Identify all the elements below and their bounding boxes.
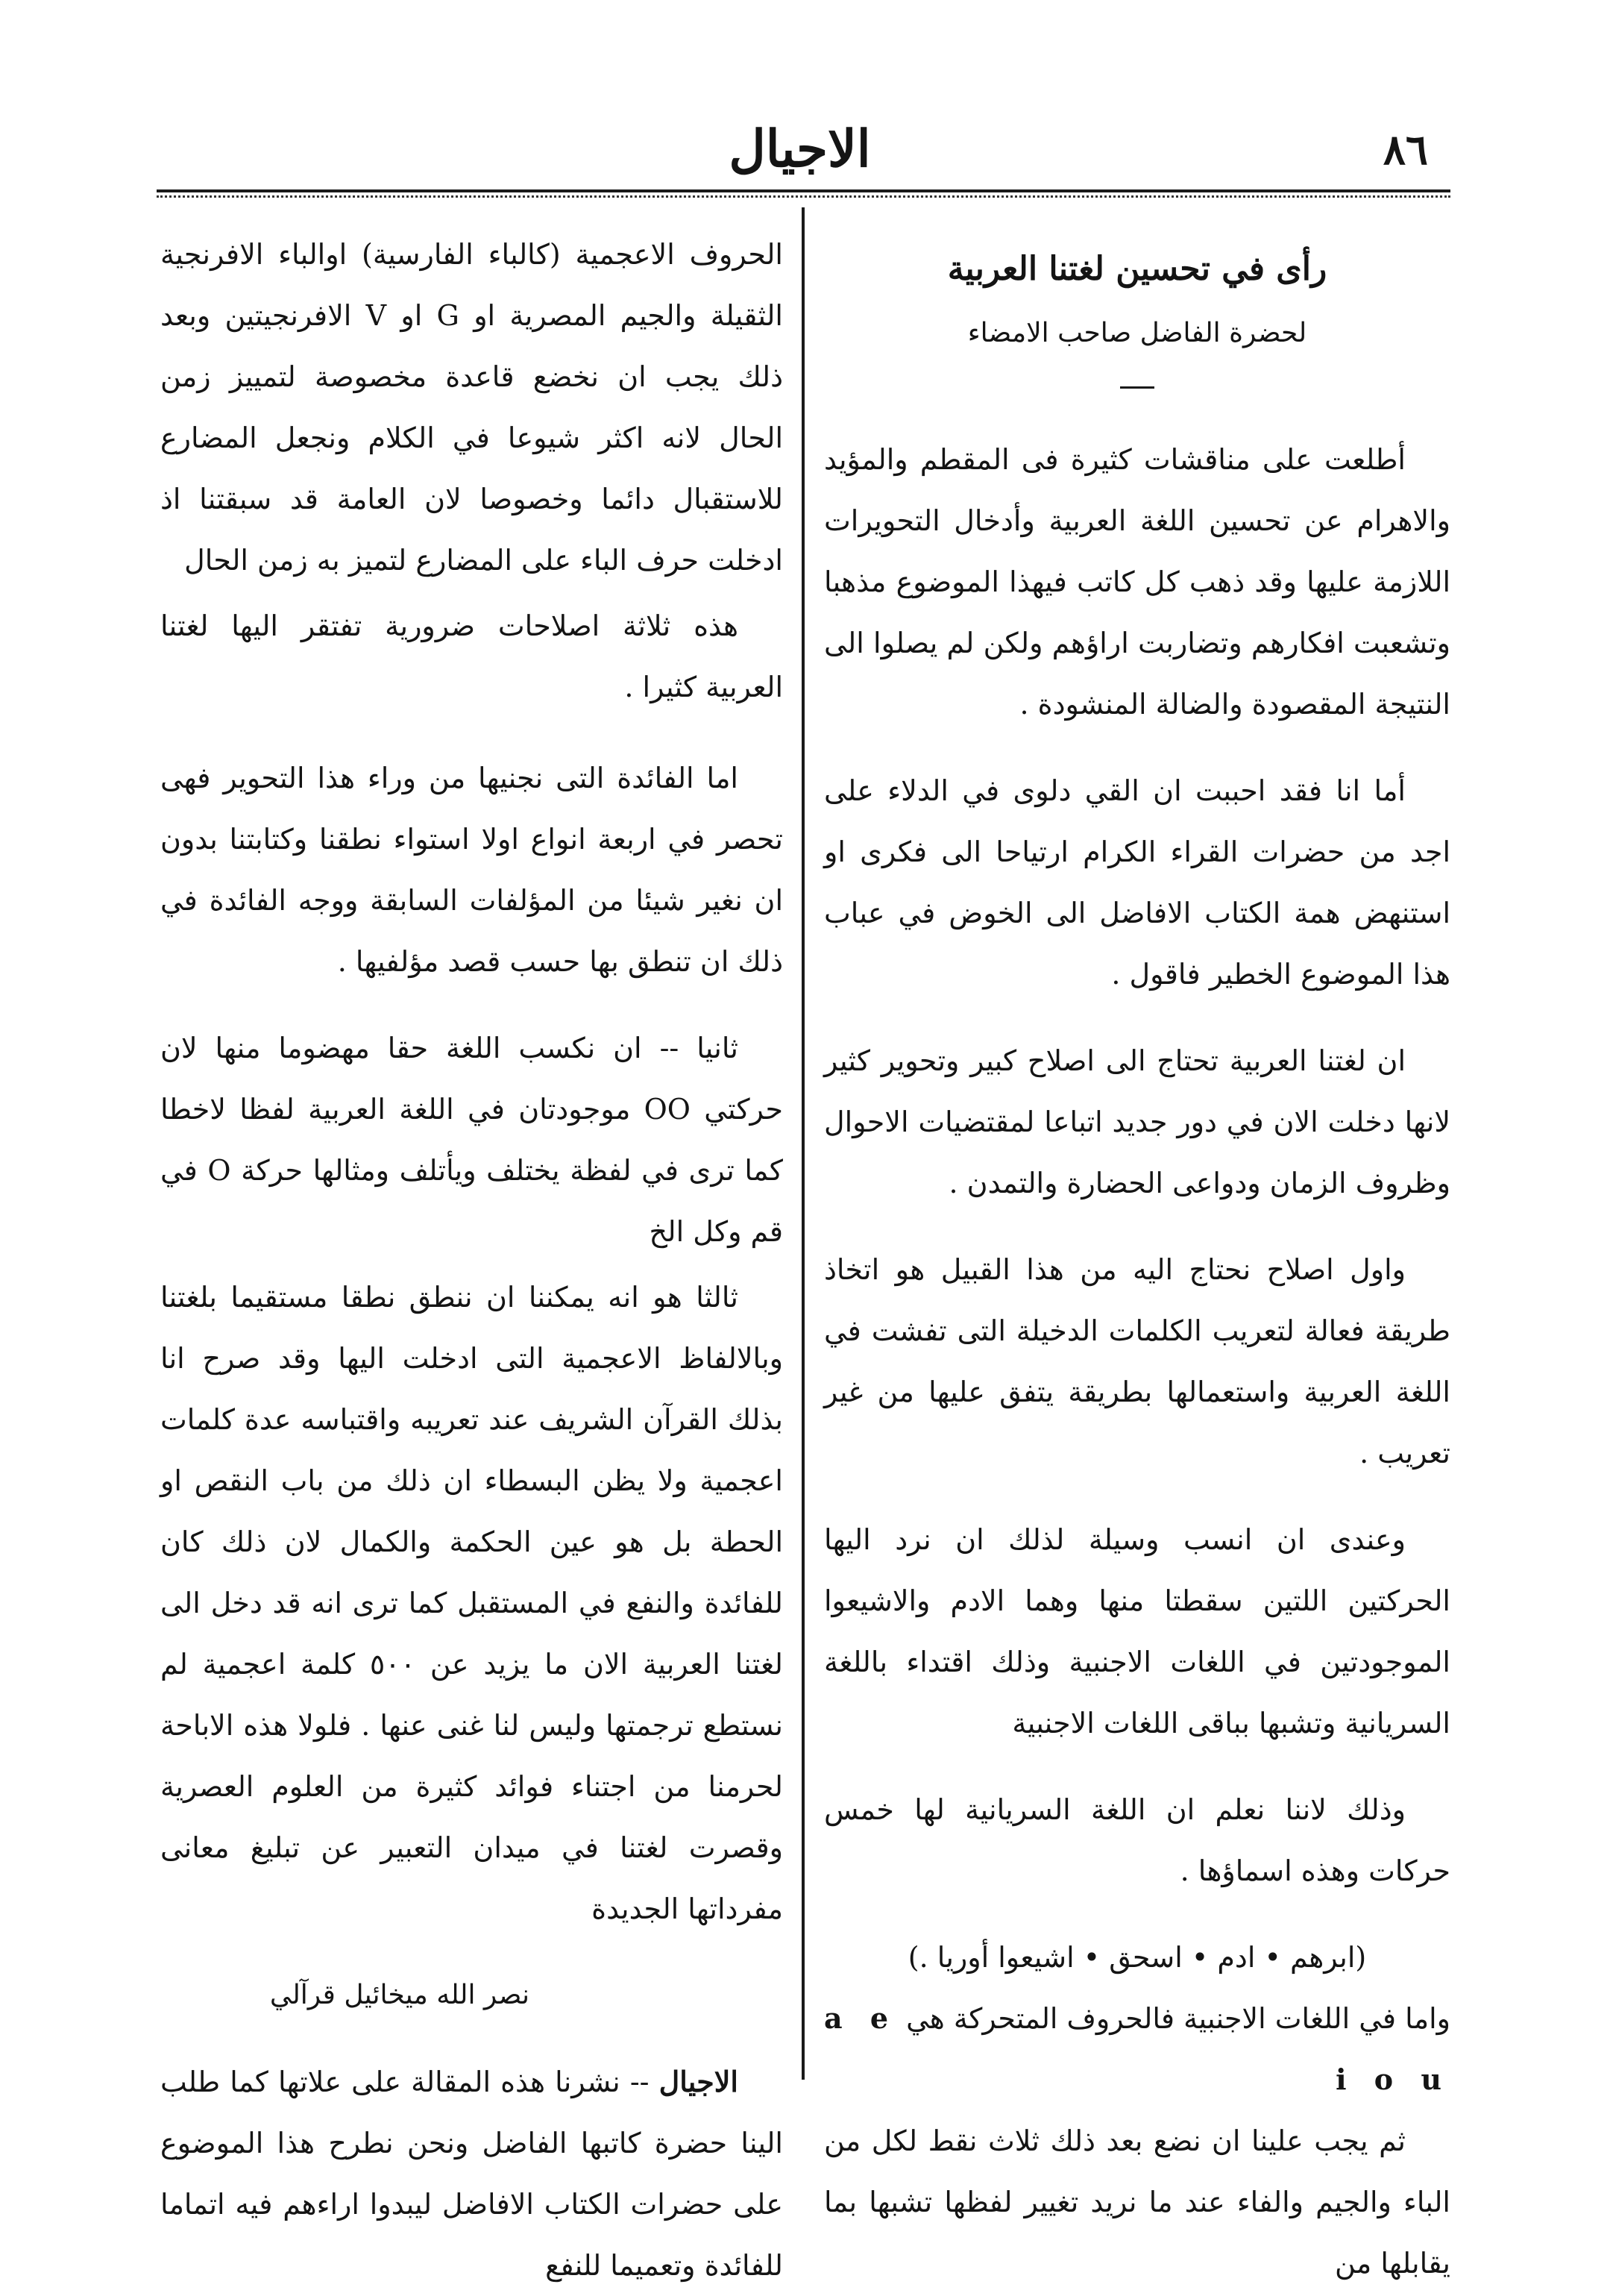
editor-note-label: الاجيال — [658, 2065, 738, 2098]
header-rule — [157, 189, 1450, 192]
editor-note — [160, 2051, 783, 2296]
paragraph: وعندى ان انسب وسيلة لذلك ان نرد اليها الحركتين اللتين سقطتا منها وهما الادم والاشيعوا الموجودتين في اللغات الاجنبية وذلك اقتداء باللغة السريانية وتشبها بباقى اللغات الاجنبية — [824, 1523, 1450, 1740]
right-column — [824, 224, 1450, 2280]
left-column — [160, 224, 784, 2282]
latin-vowels: a e i o u — [824, 2001, 1450, 2096]
header-dotted-rule — [157, 195, 1450, 198]
paragraph: الحروف الاعجمية (كالباء الفارسية) اوالباء الافرنجية الثقيلة والجيم المصرية او G او V الافرنجيتين وبعد ذلك يجب ان نخضع قاعدة مخصوصة لتمييز زمن الحال لانه اكثر شيوعا في الكلام ونجعل المضارع للاستقبال دائما وخصوصا لان العامة قد سبقتنا اذ ادخلت حرف الباء على المضارع لتميز به زمن الحال — [160, 238, 783, 577]
vowel-names-line: (ابرهم • ادم • اسحق • اشيعوا أوريا .) — [908, 1941, 1367, 1974]
paragraph: واول اصلاح نحتاج اليه من هذا القبيل هو اتخاذ طريقة فعالة لتعريب الكلمات الدخيلة التى تفشت في اللغة العربية واستعمالها بطريقة يتفق عليها من غير تعريب . — [824, 1253, 1450, 1469]
editor-note-text: -- نشرنا هذه المقالة على علاتها كما طلب الينا حضرة كاتبها الفاضل ونحن نطرح هذا الموضوع على حضرات الكتاب الافاضل ليبدوا اراءهم فيه اتماما للفائدة وتعميما للنفع — [160, 2066, 783, 2282]
author-signature: نصر الله ميخائيل قرآلي — [269, 1980, 529, 2010]
title-separator — [1120, 386, 1154, 389]
paragraph: ثانيا -- ان نكسب اللغة حقا مهضوما منها لان حركتي OO موجودتان في اللغة العربية لفظا لاخطا كما ترى في لفظة يختلف ويأتلف ومثالها حركة O في قم وكل الخ — [160, 1032, 783, 1248]
paragraph: ان لغتنا العربية تحتاج الى اصلاح كبير وتحوير كثير لانها دخلت الان في دور جديد اتباعا لمقتضيات الاحوال وظروف الزمان ودواعى الحضارة والتمدن . — [824, 1044, 1450, 1199]
paragraph: أما انا فقد احببت ان القي دلوى في الدلاء على اجد من حضرات القراء الكرام ارتياحا الى فكرى او استنهض همة الكتاب الافاضل الى الخوض في عباب هذا الموضوع الخطير فاقول . — [824, 774, 1450, 991]
page-header — [149, 112, 1450, 179]
column-divider — [802, 207, 805, 2080]
paragraph: هذه ثلاثة اصلاحات ضرورية تفتقر اليها لغتنا العربية كثيرا . — [160, 609, 783, 703]
latin-vowels-line — [824, 1988, 1450, 2110]
article-title: رأى في تحسين لغتنا العربية — [947, 250, 1327, 288]
paragraph: ثالثا هو انه يمكننا ان ننطق نطقا مستقيما بلغتنا وبالالفاظ الاعجمية التى ادخلت اليها وقد صرح انا بذلك القرآن الشريف عند تعريبه واقتباسه عدة كلمات اعجمية ولا يظن البسطاء ان ذلك من باب النقص او الحطة بل هو عين الحكمة والكمال لان ذلك كان للفائدة والنفع في المستقبل كما ترى انه قد دخل الى لغتنا العربية الان ما يزيد عن ٥٠٠ كلمة اعجمية لم نستطع ترجمتها وليس لنا غنى عنها . فلولا هذه الاباحة لحرمنا من اجتناء فوائد كثيرة من العلوم العصرية وقصرت لغتنا في ميدان التعبير عن تبليغ معانى مفرداتها الجديدة — [160, 1281, 784, 1925]
paragraph: وذلك لاننا نعلم ان اللغة السريانية لها خمس حركات وهذه اسماؤها . — [824, 1793, 1450, 1887]
paragraph: اما الفائدة التى نجنيها من وراء هذا التحوير فهى تحصر في اربعة انواع اولا استواء نطقنا وكتابتنا بدون ان نغير شيئا من المؤلفات السابقة ووجه الفائدة في ذلك ان تنطق بها حسب قصد مؤلفيها . — [160, 762, 783, 978]
page-number: ٨٦ — [1383, 125, 1428, 175]
paragraph: ثم يجب علينا ان نضع بعد ذلك ثلاث نقط لكل من الباء والجيم والفاء عند ما نريد تغيير لفظها تشبها بما يقابلها من — [824, 2124, 1450, 2280]
paragraph: أطلعت على مناقشات كثيرة فى المقطم والمؤيد والاهرام عن تحسين اللغة العربية وأدخال التحويرات اللازمة عليها وقد ذهب كل كاتب فيهذا الموضوع مذهبا وتشعبت افكارهم وتضاربت اراؤهم ولكن لم يصلوا الى النتيجة المقصودة والضالة المنشودة . — [824, 443, 1450, 721]
latin-vowels-line-text: واما في اللغات الاجنبية فالحروف المتحركة هي — [906, 2002, 1450, 2035]
running-title: الاجيال — [729, 119, 871, 179]
article-byline: لحضرة الفاضل صاحب الامضاء — [967, 318, 1307, 348]
